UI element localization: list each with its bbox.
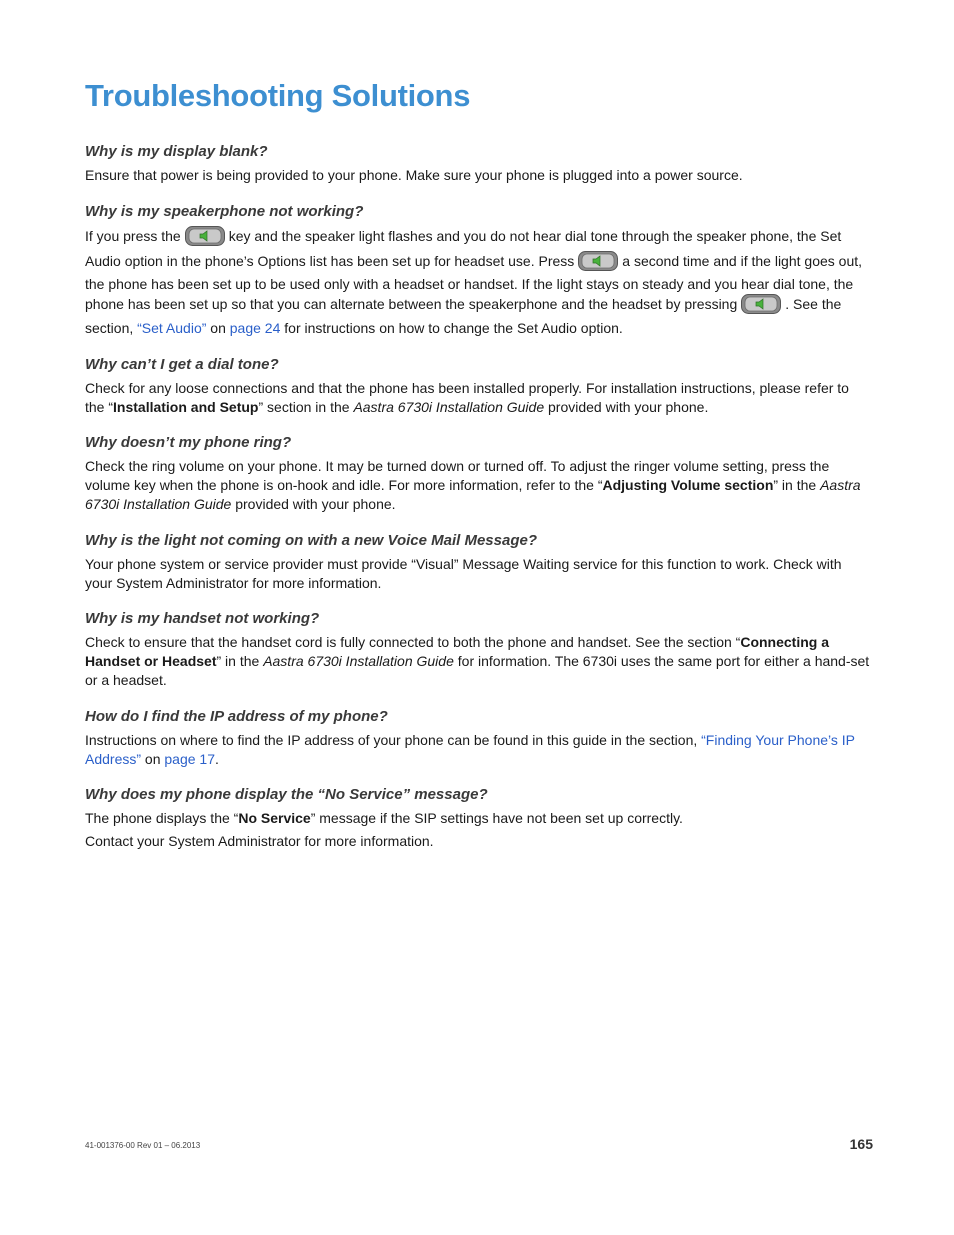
speakerphone-key-icon xyxy=(741,294,781,319)
text: ” in the xyxy=(773,477,817,494)
text: key and the speaker light flashes and you do not hear dial tone through the speaker phone, the Set Audio option in the phone’s Options list has been set up for headset use. Press xyxy=(85,227,842,269)
text: Check for any loose connections and that the phone has been installed properly. For installation instructions, please refer to the “ xyxy=(85,379,849,415)
text: provided with your phone. xyxy=(235,495,396,512)
answer-display-blank: Ensure that power is being provided to your phone. Make sure your phone is plugged into a power source. xyxy=(85,167,743,183)
link-page-24[interactable]: page 24 xyxy=(229,319,281,336)
speakerphone-key-icon xyxy=(578,251,618,276)
guide-title: Aastra 6730i Installation Guide xyxy=(85,477,861,512)
bold-text: Adjusting Volume section xyxy=(602,477,774,494)
answer-no-service-contact: Contact your System Administrator for more information. xyxy=(85,833,434,850)
question-dial-tone: Why can’t I get a dial tone? xyxy=(85,355,279,373)
answer-handset xyxy=(85,633,870,689)
question-handset: Why is my handset not working? xyxy=(85,610,320,628)
page-number: 165 xyxy=(849,1136,873,1152)
question-display-blank: Why is my display blank? xyxy=(85,143,268,160)
bold-text: No Service xyxy=(238,810,311,827)
guide-title: Aastra 6730i Installation Guide xyxy=(263,653,454,670)
text: for instructions on how to change the Set Audio option. xyxy=(284,319,623,336)
question-voicemail: Why is the light not coming on with a new Voice Mail Message? xyxy=(85,531,537,549)
answer-ring xyxy=(85,457,870,513)
text: Check the ring volume on your phone. It may be turned down or turned off. To adjust the ringer volume setting, press the volume key when the phone is on-hook and idle. For more information, refer to the “ xyxy=(85,458,830,494)
text: ” message if the SIP settings have not been set up correctly. xyxy=(310,810,683,827)
text: a second time and if the light goes out, the phone has been set up to be used only with a headset or handset. If the light stays on steady and you hear dial tone, the phone has been set up so that you can alternate between the speakerphone and the headset by pressing xyxy=(85,252,863,313)
answer-speakerphone xyxy=(85,226,870,338)
answer-ip-address xyxy=(85,731,870,769)
bold-text: Connecting a Handset or Headset xyxy=(85,634,829,670)
link-set-audio[interactable]: “Set Audio” xyxy=(137,319,207,336)
text: on xyxy=(210,319,226,336)
answer-voicemail: Your phone system or service provider must provide “Visual” Message Waiting service for this function to work. Check with your System Administrator for more information. xyxy=(85,555,842,591)
text: The phone displays the “ xyxy=(85,810,239,827)
text: provided with your phone. xyxy=(548,398,709,415)
text: If you press the xyxy=(85,227,181,244)
faq-content xyxy=(85,143,870,869)
speakerphone-key-icon xyxy=(185,226,225,251)
question-ring: Why doesn’t my phone ring? xyxy=(85,434,292,452)
link-finding-ip-address[interactable]: “Finding Your Phone’s IP Address” xyxy=(85,731,855,767)
bold-text: Installation and Setup xyxy=(113,398,259,415)
text: for information. The 6730i uses the same port for either a hand-set or a headset. xyxy=(85,653,870,688)
page-title: Troubleshooting Solutions xyxy=(85,78,471,113)
text: Instructions on where to find the IP address of your phone can be found in this guide in the section, xyxy=(85,731,698,748)
question-no-service: Why does my phone display the “No Service” message? xyxy=(85,786,488,804)
answer-dial-tone xyxy=(85,379,870,417)
question-ip-address: How do I find the IP address of my phone? xyxy=(85,707,388,725)
footer-doc-id: 41-001376-00 Rev 01 – 06.2013 xyxy=(85,1141,201,1150)
text: ” section in the xyxy=(258,398,350,415)
text: ” in the xyxy=(216,653,260,670)
text: on xyxy=(144,750,161,767)
question-speakerphone: Why is my speakerphone not working? xyxy=(85,202,364,220)
link-page-17[interactable]: page 17 xyxy=(164,750,215,767)
text: Check to ensure that the handset cord is fully connected to both the phone and handset. See the section “ xyxy=(85,634,741,651)
answer-no-service xyxy=(85,809,870,828)
text: . xyxy=(215,750,219,767)
guide-title: Aastra 6730i Installation Guide xyxy=(353,398,545,415)
text: . See the section, xyxy=(85,296,842,336)
